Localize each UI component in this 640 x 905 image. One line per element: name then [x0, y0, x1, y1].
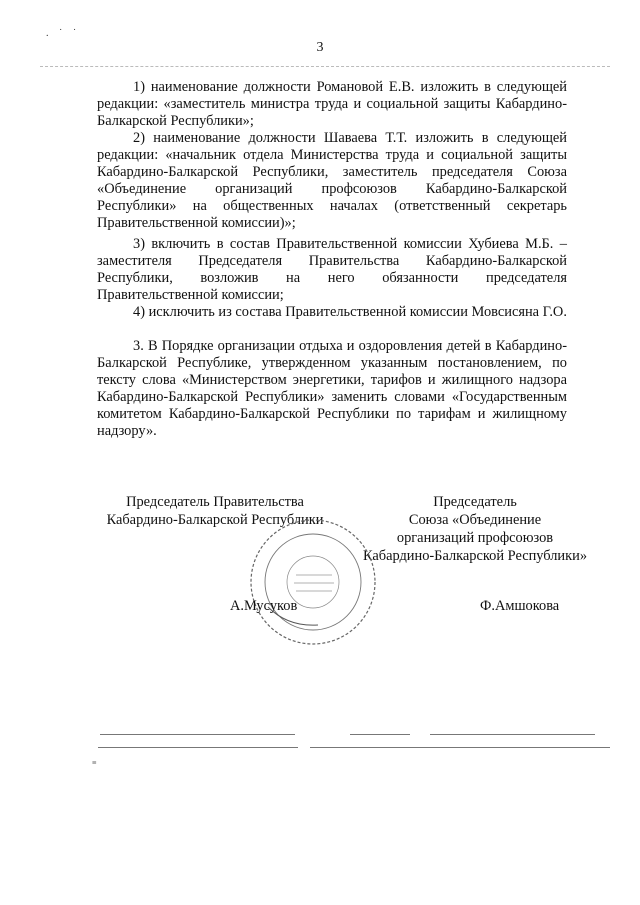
footer-mark: ≡ [92, 758, 97, 767]
signature-left-title-line1: Председатель Правительства [126, 494, 304, 510]
footer-line [98, 747, 298, 748]
signature-left-title-line2: Кабардино-Балкарской Республики [106, 512, 324, 528]
signature-right-title-line2: Союза «Объединение [408, 512, 542, 528]
signature-right-title-line4: Кабардино-Балкарской Республики» [362, 548, 588, 564]
signature-right-name: Ф.Амшокова [480, 598, 560, 614]
signature-right-title [350, 493, 600, 565]
signature-left-name: А.Мусуков [230, 598, 298, 614]
corner-marks: . ˙ ˙ [46, 28, 81, 39]
footer-line [310, 747, 610, 748]
signature-right-title-line1: Председатель [433, 494, 517, 510]
footer-line [430, 734, 595, 735]
paragraph-item-4: 4) исключить из состава Правительственной комиссии Мовсисяна Г.О. [133, 304, 567, 320]
top-divider [40, 66, 610, 67]
footer-line [350, 734, 410, 735]
paragraph-item-3: 3) включить в состав Правительственной комиссии Хубиева М.Б. – заместителя Председателя Правительства Кабардино-Балкарской Республики, возложив на него обязанности председателя Правительственной комиссии; [97, 236, 567, 303]
page-number: 3 [316, 40, 324, 55]
paragraph-item-2: 2) наименование должности Шаваева Т.Т. изложить в следующей редакции: «начальник отдела Министерства труда и социальной защиты Кабардино-Балкарской Республики, заместитель председателя Союза «Объединение организаций профсоюзов Кабардино-Балкарской Республики» на общественных началах (ответственный секретарь Правительственной комиссии)»; [97, 130, 567, 231]
paragraph-item-1: 1) наименование должности Романовой Е.В. изложить в следующей редакции: «заместитель министра труда и социальной защиты Кабардино-Балкарской Республики»; [97, 79, 567, 129]
official-stamp [248, 517, 378, 647]
footer-line [100, 734, 295, 735]
paragraph-section-3: 3. В Порядке организации отдыха и оздоровления детей в Кабардино-Балкарской Республике, утвержденном указанным постановлением, по тексту слова «Министерством энергетики, тарифов и жилищного надзора Кабардино-Балкарской Республики» заменить словами «Государственным комитетом Кабардино-Балкарской Республики по тарифам и жилищному надзору». [97, 338, 567, 439]
signature-right-title-line3: организаций профсоюзов [396, 530, 554, 546]
